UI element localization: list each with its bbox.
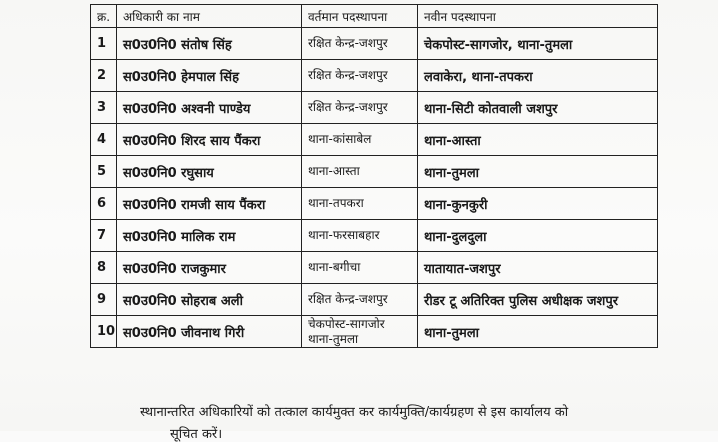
- cell-officer-name: स0उ0नि0 अश्वनी पाण्डेय: [117, 92, 302, 124]
- cell-new-posting: थाना-सिटी कोतवाली जशपुर: [418, 92, 658, 124]
- cell-serial-number: 1: [91, 28, 117, 60]
- current-posting-line: चेकपोस्ट-सागजोर: [308, 316, 385, 331]
- cell-current-posting: [302, 220, 418, 252]
- current-posting-line: रक्षित केन्द्र-जशपुर: [308, 292, 388, 306]
- current-posting-line: थाना-तुमला: [308, 331, 359, 346]
- footer-instruction-continued: सूचित करें।: [170, 427, 223, 442]
- cell-current-posting: [302, 188, 418, 220]
- cell-new-posting: यातायात-जशपुर: [418, 252, 658, 284]
- current-posting-line: रक्षित केन्द्र-जशपुर: [308, 36, 388, 50]
- cell-new-posting: थाना-दुलदुला: [418, 220, 658, 252]
- cell-current-posting: [302, 60, 418, 92]
- header-current-posting: वर्तमान पदस्थापना: [302, 5, 418, 28]
- current-posting-line: थाना-आस्ता: [308, 164, 360, 178]
- table-row: [91, 284, 658, 316]
- cell-current-posting: [302, 92, 418, 124]
- table-row: [91, 124, 658, 156]
- cell-current-posting: [302, 124, 418, 156]
- cell-current-posting: [302, 316, 418, 348]
- table-header-row: [91, 5, 658, 28]
- cell-serial-number: 3: [91, 92, 117, 124]
- table-row: [91, 252, 658, 284]
- cell-current-posting: [302, 252, 418, 284]
- table-row: [91, 60, 658, 92]
- cell-serial-number: 5: [91, 156, 117, 188]
- cell-new-posting: थाना-कुनकुरी: [418, 188, 658, 220]
- table-row: [91, 220, 658, 252]
- cell-officer-name: स0उ0नि0 सोहराब अली: [117, 284, 302, 316]
- current-posting-line: रक्षित केन्द्र-जशपुर: [308, 100, 388, 114]
- current-posting-line: रक्षित केन्द्र-जशपुर: [308, 68, 388, 82]
- cell-officer-name: स0उ0नि0 राजकुमार: [117, 252, 302, 284]
- current-posting-line: थाना-कांसाबेल: [308, 132, 372, 146]
- cell-current-posting: [302, 28, 418, 60]
- cell-new-posting: चेकपोस्ट-सागजोर, थाना-तुमला: [418, 28, 658, 60]
- table-body: [91, 28, 658, 348]
- cell-officer-name: स0उ0नि0 रघुसाय: [117, 156, 302, 188]
- cell-officer-name: स0उ0नि0 रामजी साय पैंकरा: [117, 188, 302, 220]
- current-posting-line: थाना-बगीचा: [308, 260, 361, 274]
- cell-officer-name: स0उ0नि0 मालिक राम: [117, 220, 302, 252]
- header-officer-name: अधिकारी का नाम: [117, 5, 302, 28]
- current-posting-line: थाना-फरसाबहार: [308, 228, 380, 242]
- cell-serial-number: 4: [91, 124, 117, 156]
- cell-serial-number: 2: [91, 60, 117, 92]
- cell-serial-number: 7: [91, 220, 117, 252]
- cell-serial-number: 8: [91, 252, 117, 284]
- cell-officer-name: स0उ0नि0 हेमपाल सिंह: [117, 60, 302, 92]
- cell-new-posting: थाना-तुमला: [418, 316, 658, 348]
- cell-current-posting: [302, 156, 418, 188]
- footer-instruction: स्थानान्तरित अधिकारियों को तत्काल कार्यमुक्त कर कार्यमुक्ति/कार्यग्रहण से इस कार्यालय को: [140, 405, 569, 420]
- cell-serial-number: 6: [91, 188, 117, 220]
- cell-officer-name: स0उ0नि0 संतोष सिंह: [117, 28, 302, 60]
- table-row: [91, 28, 658, 60]
- header-new-posting: नवीन पदस्थापना: [418, 5, 658, 28]
- cell-new-posting: थाना-तुमला: [418, 156, 658, 188]
- table-row: [91, 316, 658, 348]
- cell-new-posting: थाना-आस्ता: [418, 124, 658, 156]
- cell-new-posting: लवाकेरा, थाना-तपकरा: [418, 60, 658, 92]
- header-serial-number: क्र.: [91, 5, 117, 28]
- cell-new-posting: रीडर टू अतिरिक्त पुलिस अधीक्षक जशपुर: [418, 284, 658, 316]
- table-row: [91, 156, 658, 188]
- table-row: [91, 188, 658, 220]
- cell-officer-name: स0उ0नि0 जीवनाथ गिरी: [117, 316, 302, 348]
- cell-current-posting: [302, 284, 418, 316]
- current-posting-line: थाना-तपकरा: [308, 196, 364, 210]
- cell-serial-number: 10: [91, 316, 117, 348]
- transfer-table: [90, 4, 658, 348]
- cell-officer-name: स0उ0नि0 शिरद साय पैंकरा: [117, 124, 302, 156]
- table-row: [91, 92, 658, 124]
- cell-serial-number: 9: [91, 284, 117, 316]
